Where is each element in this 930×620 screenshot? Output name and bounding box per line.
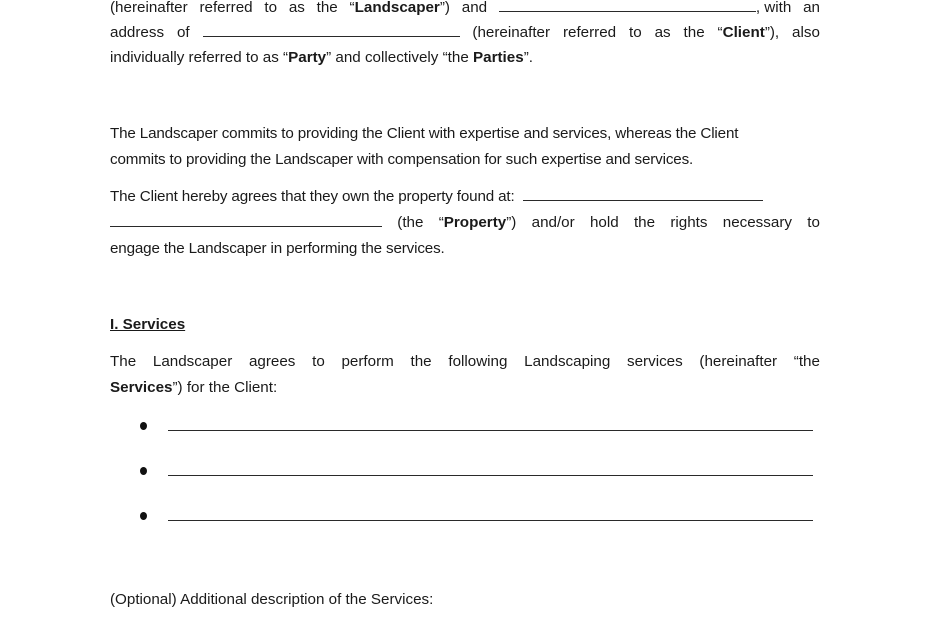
text: perform	[341, 353, 394, 370]
text: as	[654, 24, 671, 41]
text: of	[176, 24, 190, 41]
text: the	[410, 353, 432, 370]
bullet-icon	[140, 422, 147, 430]
text: address	[110, 24, 165, 41]
services-term: Services	[110, 379, 173, 396]
property-term: “Property”)	[438, 214, 517, 231]
text: necessary	[722, 214, 792, 231]
service-bullet-3	[140, 508, 820, 528]
text: the	[633, 214, 656, 231]
landscaper-address-field[interactable]	[203, 22, 460, 37]
text: The Client hereby agrees that they own the property found at:	[110, 188, 515, 205]
text: “the	[793, 353, 820, 370]
parties-term: Parties	[473, 49, 524, 66]
text: following	[448, 353, 508, 370]
text: (the	[397, 214, 424, 231]
preamble-line-1	[110, 0, 820, 19]
service-field-3[interactable]	[168, 520, 813, 521]
text: also	[792, 24, 820, 41]
client-term: “Client”),	[717, 24, 780, 41]
property-line-3: engage the Landscaper in performing the services.	[110, 240, 445, 257]
text: the	[316, 0, 338, 16]
text: rights	[670, 214, 708, 231]
bullet-icon	[140, 512, 147, 520]
service-field-2[interactable]	[168, 475, 813, 476]
text: to	[264, 0, 278, 16]
property-line-1	[110, 186, 820, 208]
text: (hereinafter	[699, 353, 778, 370]
text: as	[288, 0, 305, 16]
commitment-line-2: commits to providing the Landscaper with compensation for such expertise and services.	[110, 151, 694, 168]
service-bullet-2	[140, 463, 820, 483]
service-bullet-1	[140, 418, 820, 438]
text: The	[110, 353, 137, 370]
text: services	[627, 353, 683, 370]
text: and/or	[531, 214, 575, 231]
bullet-icon	[140, 467, 147, 475]
text: to	[807, 214, 820, 231]
text: Landscaping	[524, 353, 611, 370]
property-address-field-2[interactable]	[110, 212, 382, 227]
text: hold	[589, 214, 619, 231]
text: to	[312, 353, 325, 370]
text: Landscaper	[152, 353, 233, 370]
services-intro-line-1	[110, 351, 820, 373]
text: (hereinafter	[110, 0, 188, 16]
service-field-1[interactable]	[168, 430, 813, 431]
text: referred	[199, 0, 253, 16]
section-heading-services: I. Services	[110, 316, 186, 333]
commitment-line-1: The Landscaper commits to providing the Client with expertise and services, whereas the Client	[110, 125, 739, 142]
preamble-line-3: individually referred to as “Party” and collectively “the Parties”.	[110, 49, 533, 66]
text: agrees	[248, 353, 296, 370]
text: referred	[562, 24, 617, 41]
services-intro-line-2: Services”) for the Client:	[110, 379, 278, 396]
party-term: Party	[288, 49, 327, 66]
property-address-field-1[interactable]	[523, 186, 763, 201]
text: to	[629, 24, 642, 41]
text: and	[461, 0, 488, 16]
landscaper-term: “Landscaper”)	[349, 0, 450, 16]
text: (hereinafter	[472, 24, 551, 41]
optional-description-label: (Optional) Additional description of the Services:	[110, 591, 434, 608]
text: the	[683, 24, 705, 41]
property-line-2	[110, 212, 820, 234]
preamble-line-2	[110, 22, 820, 44]
landscaper-name-field[interactable]: , with	[499, 0, 791, 19]
text: an	[803, 0, 820, 16]
